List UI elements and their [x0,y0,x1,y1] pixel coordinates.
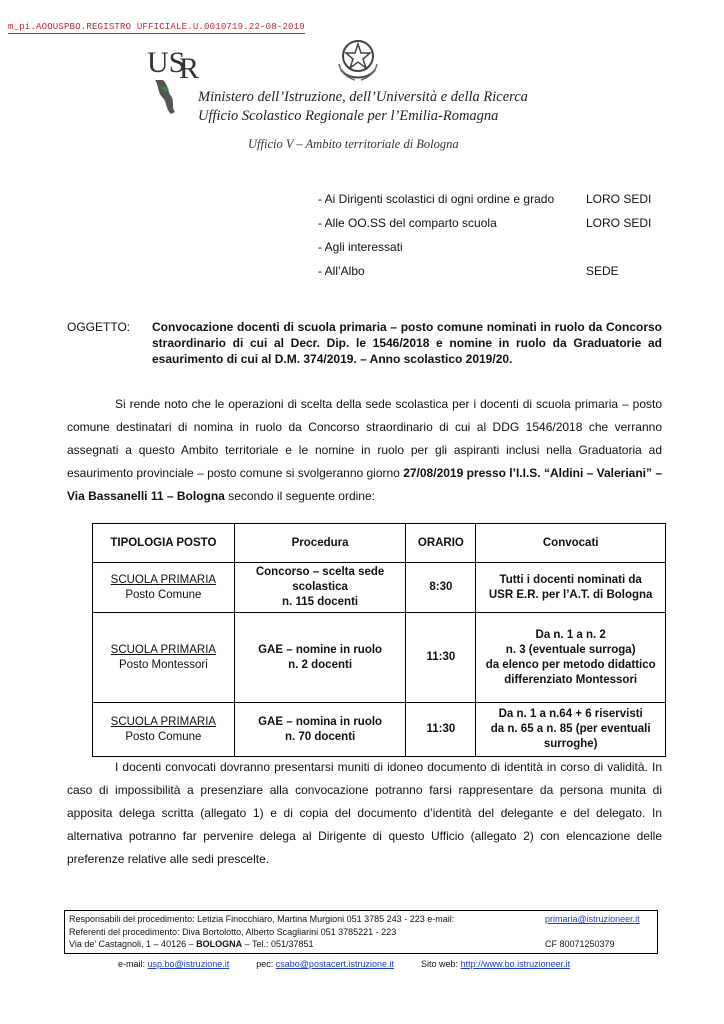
cell-procedura [234,613,406,703]
cell-convocati [476,703,666,757]
procedura-line: GAE – nomina in ruolo [258,715,383,728]
svg-text:R: R [179,52,200,85]
republic-emblem [335,36,381,84]
recipient-name: - All’Albo [318,264,365,278]
subject-block [67,319,662,367]
responsabili-text: Responsabili del procedimento: Letizia Finocchiaro, Martina Murgioni 051 3785 243 - 223 e-mail: [69,914,455,924]
recipient-destination: LORO SEDI [586,216,652,230]
recipients-list [318,192,652,288]
cell-orario: 11:30 [406,613,476,703]
recipient-destination: LORO SEDI [586,192,652,206]
cell-tipologia [93,563,235,613]
convocati-line: Tutti i docenti nominati da [499,573,642,586]
contacts-line [118,959,570,969]
procedura-line: GAE – nomine in ruolo [258,643,383,656]
cell-orario: 11:30 [406,703,476,757]
ministry-header [198,88,528,126]
email-label: e-mail: [118,959,146,969]
header-orario: ORARIO [406,524,476,563]
posto-label: Posto Comune [125,588,202,601]
procedura-line: n. 70 docenti [284,730,356,743]
protocol-stamp: m_pi.AOOUSPBO.REGISTRO UFFICIALE.U.0010719.22-08-2019 [8,22,305,32]
office-name: Ufficio V – Ambito territoriale di Bologna [248,137,459,151]
usr-logo [145,42,201,118]
pec-link[interactable]: csabo@postacert.istruzione.it [275,959,394,969]
posto-label: Posto Montessori [118,658,208,671]
pec-label: pec: [256,959,274,969]
table-row [93,563,666,613]
recipient-name: - Alle OO.SS del comparto scuola [318,216,497,230]
convocati-line: n. 3 (eventuale surroga) [505,643,636,656]
convocati-line: Da n. 1 a n.64 + 6 riservisti [498,708,643,720]
header-procedura: Procedura [234,524,406,563]
intro-text: Si rende noto che le operazioni di scelta della sede scolastica per i docenti di scuola primaria – posto comune destinatari di nomina in ruolo da Concorso straordinario di cui al DDG 1546/2018 che verranno assegnati a questo Ambito territoriale e le nomine in ruolo per gli aspiranti inclusi nella Graduatoria ad esaurimento provinciale – posto comune si svolgeranno giorno [67,397,662,480]
web-label: Sito web: [421,959,459,969]
cell-convocati [476,563,666,613]
footer-line [69,938,653,951]
cell-tipologia [93,613,235,703]
closing-text: I docenti convocati dovranno presentarsi muniti di idoneo documento di identità in corso di validità. In caso di impossibilità a presenziare alla convocazione potranno farsi rappresentare da persona munita di apposita delega scritta (allegato 1) e di copia del documento d’identità del delegante e del delegato. In alternativa potranno far pervenire delega al Dirigente di questo Ufficio (allegato 2) con elencazione delle preferenze relative alle sedi prescelte. [67,760,662,866]
cell-convocati [476,613,666,703]
cell-procedura [234,563,406,613]
intro-paragraph [67,393,662,508]
convocati-line: Da n. 1 a n. 2 [535,628,606,641]
tipologia-label: SCUOLA PRIMARIA [110,643,217,656]
regional-office-name: Ufficio Scolastico Regionale per l’Emilia-Romagna [198,108,499,124]
cell-procedura [234,703,406,757]
footer-line [69,926,653,939]
cell-tipologia [93,703,235,757]
procedura-line: n. 2 docenti [288,658,353,671]
address-city: BOLOGNA [196,939,243,949]
table-header-row [93,524,666,563]
intro-date-location: 27/08/2019 presso l’I.I.S. “Aldini – Valeriani” – Via Bassanelli 11 – Bologna [67,466,662,503]
svg-text:US: US [147,46,186,79]
closing-paragraph [67,756,662,871]
recipient-row [318,192,652,216]
footer-box [64,910,658,954]
website-link[interactable]: http://www.bo.istruzioneer.it [460,959,571,969]
ministry-name: Ministero dell’Istruzione, dell’Università e della Ricerca [198,89,528,105]
posto-label: Posto Comune [125,730,202,743]
recipient-name: - Ai Dirigenti scolastici di ogni ordine e grado [318,192,555,206]
referenti-text: Referenti del procedimento: Diva Bortolotto, Alberto Scagliarini 051 3785221 - 223 [69,926,397,937]
responsabili-email-link[interactable]: primaria@istruzioneer.it [545,914,640,924]
tipologia-label: SCUOLA PRIMARIA [110,573,217,586]
address-phone: – Tel.: 051/37851 [242,939,314,949]
subject-text: Convocazione docenti di scuola primaria – posto comune nominati in ruolo da Concorso straordinario di cui al Decr. Dip. le 1546/2018 e nomine in ruolo da Graduatorie ad esaurimento di cui al D.M. 374/2019. – Anno scolastico 2019/20. [152,320,662,366]
recipient-row [318,216,652,240]
header-tipologia: TIPOLOGIA POSTO [93,524,235,563]
recipient-row [318,264,619,288]
fiscal-code: CF 80071250379 [545,939,615,949]
footer-line [69,913,653,926]
address-text: Via de’ Castagnoli, 1 – 40126 – [69,939,197,949]
cell-orario: 8:30 [406,563,476,613]
header-convocati: Convocati [476,524,666,563]
convocati-line: da elenco per metodo didattico [485,658,656,671]
procedura-line: Concorso – scelta sede scolastica [255,566,385,593]
recipient-name: - Agli interessati [318,240,403,254]
convocati-line: surroghe) [543,738,598,750]
email-link[interactable]: usp.bo@istruzione.it [147,959,230,969]
tipologia-label: SCUOLA PRIMARIA [110,715,217,728]
intro-tail: secondo il seguente ordine: [224,489,375,503]
recipient-destination: SEDE [586,264,619,278]
table-row [93,613,666,703]
recipient-row [318,240,554,264]
table-row [93,703,666,757]
convocation-table [92,523,666,757]
convocati-line: differenziato Montessori [504,673,638,686]
convocati-line: USR E.R. per l’A.T. di Bologna [488,588,653,601]
convocati-line: da n. 65 a n. 85 (per eventuali [490,723,651,735]
procedura-line: n. 115 docenti [282,596,359,608]
subject-label: OGGETTO: [67,320,131,334]
